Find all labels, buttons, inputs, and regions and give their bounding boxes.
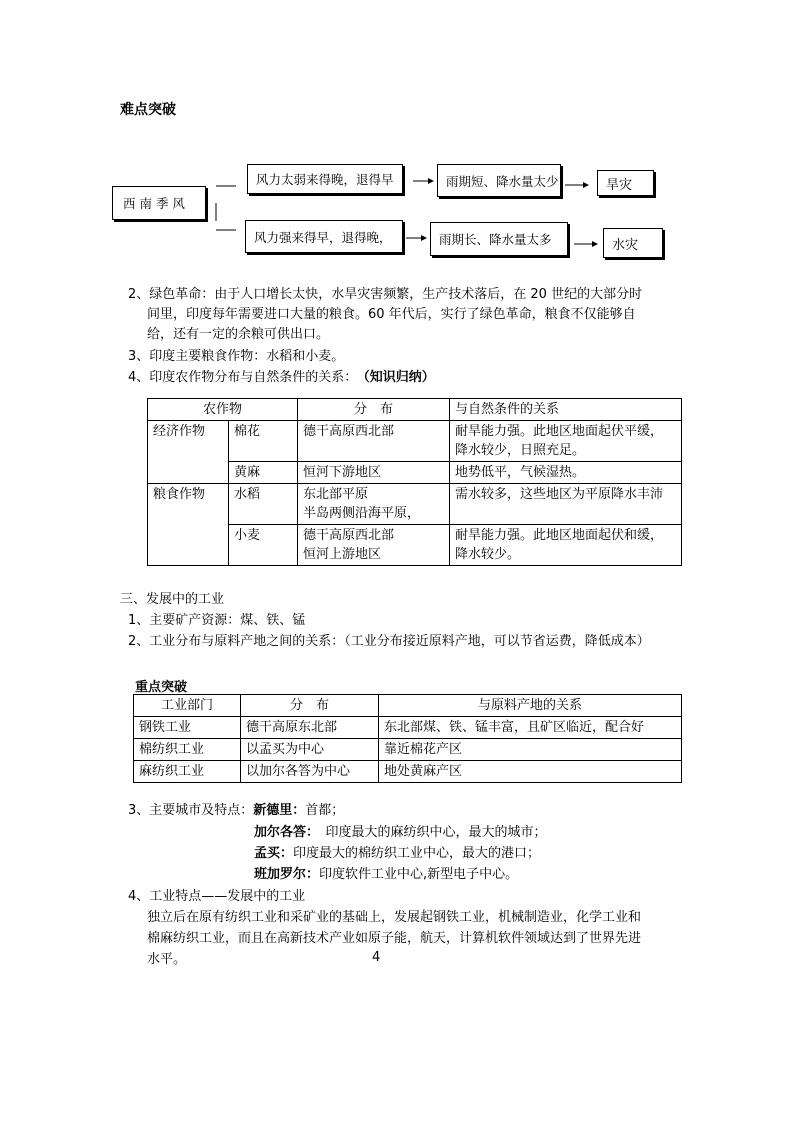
wheat-relation <box>450 525 682 566</box>
city-mumbai: 孟买： <box>254 846 294 861</box>
cotton-relation-line1: 耐旱能力强。此地区地面起伏平缓， <box>455 424 664 439</box>
sector-steel: 钢铁工业 <box>134 717 241 739</box>
page-number: 4 <box>372 950 381 965</box>
header-sector: 工业部门 <box>134 695 241 717</box>
table-row <box>148 462 682 484</box>
industry-distribution-relation: 2、工业分布与原料产地之间的关系：（工业分布接近原料产地，可以节省运费，降低成本） <box>128 634 650 649</box>
city-kolkata-desc: 印度最大的麻纺织中心，最大的城市； <box>312 825 547 840</box>
cities-line3 <box>254 844 540 864</box>
strong-effect-label: 雨期长、降水量太多 <box>439 232 552 247</box>
industry-table <box>133 694 682 783</box>
crop-cotton: 棉花 <box>229 421 298 462</box>
green-revolution-line3: 给，还有一定的余粮可供出口。 <box>147 327 330 342</box>
monsoon-label: 西 南 季 风 <box>123 196 185 211</box>
green-revolution-line1: 2、绿色革命：由于人口增长太快，水旱灾害频繁，生产技术落后，在 20 世纪的大部分时 <box>128 287 643 302</box>
southwest-monsoon-box <box>112 186 206 220</box>
industry-features-line3: 水平。 <box>147 952 187 967</box>
main-food-crops: 3、印度主要粮食作物：水稻和小麦。 <box>128 349 345 364</box>
city-kolkata: 加尔各答： <box>254 825 313 840</box>
city-bangalore: 班加罗尔： <box>254 867 320 882</box>
table-row <box>134 739 682 761</box>
drought-label: 旱灾 <box>606 177 633 193</box>
city-bangalore-desc: 印度软件工业中心,新型电子中心。 <box>319 867 519 882</box>
table-row <box>148 484 682 525</box>
group-food-crops: 粮食作物 <box>148 484 229 566</box>
knowledge-summary-note: （知识归纳） <box>363 370 435 385</box>
flood-box <box>603 228 663 258</box>
header-crop: 农作物 <box>148 399 298 421</box>
header-distribution: 分 布 <box>298 399 450 421</box>
sector-jute-textile: 麻纺织工业 <box>134 761 241 783</box>
cotton-textile-distribution: 以孟买为中心 <box>241 739 379 761</box>
crop-relation-heading <box>128 368 435 388</box>
green-revolution-line2: 间里，印度每年需要进口大量的粮食。60 年代后，实行了绿色革命，粮食不仅能够自 <box>147 307 636 322</box>
section-heading: 难点突破 <box>120 102 176 118</box>
drought-box <box>597 170 654 196</box>
table-row <box>134 761 682 783</box>
header-raw-material-relation: 与原料产地的关系 <box>379 695 682 717</box>
table-row <box>148 399 682 421</box>
steel-relation: 东北部煤、铁、锰丰富，且矿区临近，配合好 <box>379 717 682 739</box>
flood-label: 水灾 <box>612 237 639 253</box>
crop-rice: 水稻 <box>229 484 298 525</box>
header-ind-distribution: 分 布 <box>241 695 379 717</box>
wheat-distribution <box>298 525 450 566</box>
industry-features-line2: 棉麻纺织工业，而且在高新技术产业如原子能，航天，计算机软件领域达到了世界先进 <box>147 931 642 946</box>
mineral-resources: 1、主要矿产资源：煤、铁、锰 <box>128 613 306 628</box>
flow-diagram-lines <box>0 0 794 300</box>
wheat-relation-line2: 降水较少。 <box>455 547 521 562</box>
weak-effect-label: 雨期短、降水量太少 <box>446 173 559 189</box>
cotton-relation <box>450 421 682 462</box>
group-cash-crops: 经济作物 <box>148 421 229 484</box>
city-mumbai-desc: 印度最大的棉纺织工业中心，最大的港口； <box>293 846 541 861</box>
city-new-delhi: 新德里： <box>253 803 306 818</box>
table-row <box>148 421 682 462</box>
weak-cause-label: 风力太弱来得晚，退得早 <box>256 172 394 187</box>
strong-monsoon-box <box>245 220 403 253</box>
strong-cause-label: 风力强来得早，退得晚， <box>254 229 392 245</box>
jute-textile-relation: 地处黄麻产区 <box>379 761 682 783</box>
wheat-distribution-line2: 恒河上游地区 <box>303 547 382 562</box>
table-row <box>134 695 682 717</box>
rice-distribution-line1: 东北部平原 <box>303 487 369 502</box>
jute-distribution: 恒河下游地区 <box>298 462 450 484</box>
header-relation: 与自然条件的关系 <box>450 399 682 421</box>
cotton-distribution: 德干高原西北部 <box>298 421 450 462</box>
sector-cotton-textile: 棉纺织工业 <box>134 739 241 761</box>
steel-distribution: 德干高原东北部 <box>241 717 379 739</box>
rice-distribution <box>298 484 450 525</box>
crop-relation-text: 4、印度农作物分布与自然条件的关系： <box>128 370 358 385</box>
key-points-heading: 重点突破 <box>135 680 188 695</box>
industry-features-title: 4、工业特点——发展中的工业 <box>128 889 306 904</box>
cities-line4 <box>254 865 518 885</box>
industry-features-line1: 独立后在原有纺织工业和采矿业的基础上，发展起钢铁工业，机械制造业，化学工业和 <box>147 910 642 925</box>
jute-relation: 地势低平，气候湿热。 <box>450 462 682 484</box>
rice-relation: 需水较多，这些地区为平原降水丰沛 <box>450 484 682 525</box>
crop-table <box>147 398 682 566</box>
cotton-relation-line2: 降水较少，日照充足。 <box>455 443 586 458</box>
crop-wheat: 小麦 <box>229 525 298 566</box>
cotton-textile-relation: 靠近棉花产区 <box>379 739 682 761</box>
city-new-delhi-desc: 首都； <box>305 803 345 818</box>
table-row <box>148 525 682 566</box>
cities-line1 <box>128 801 344 821</box>
wheat-relation-line1: 耐旱能力强。此地区地面起伏和缓， <box>455 528 664 543</box>
table-row <box>134 717 682 739</box>
rice-distribution-line2: 半岛两侧沿海平原， <box>303 506 421 521</box>
short-rain-box <box>437 164 561 197</box>
cities-line2 <box>254 823 547 843</box>
long-rain-box <box>430 222 568 256</box>
section-industry-title: 三、发展中的工业 <box>120 592 225 607</box>
cities-lead: 3、主要城市及特点： <box>128 803 254 818</box>
crop-jute: 黄麻 <box>229 462 298 484</box>
weak-monsoon-box <box>247 164 403 194</box>
wheat-distribution-line1: 德干高原西北部 <box>303 528 395 543</box>
jute-textile-distribution: 以加尔各答为中心 <box>241 761 379 783</box>
